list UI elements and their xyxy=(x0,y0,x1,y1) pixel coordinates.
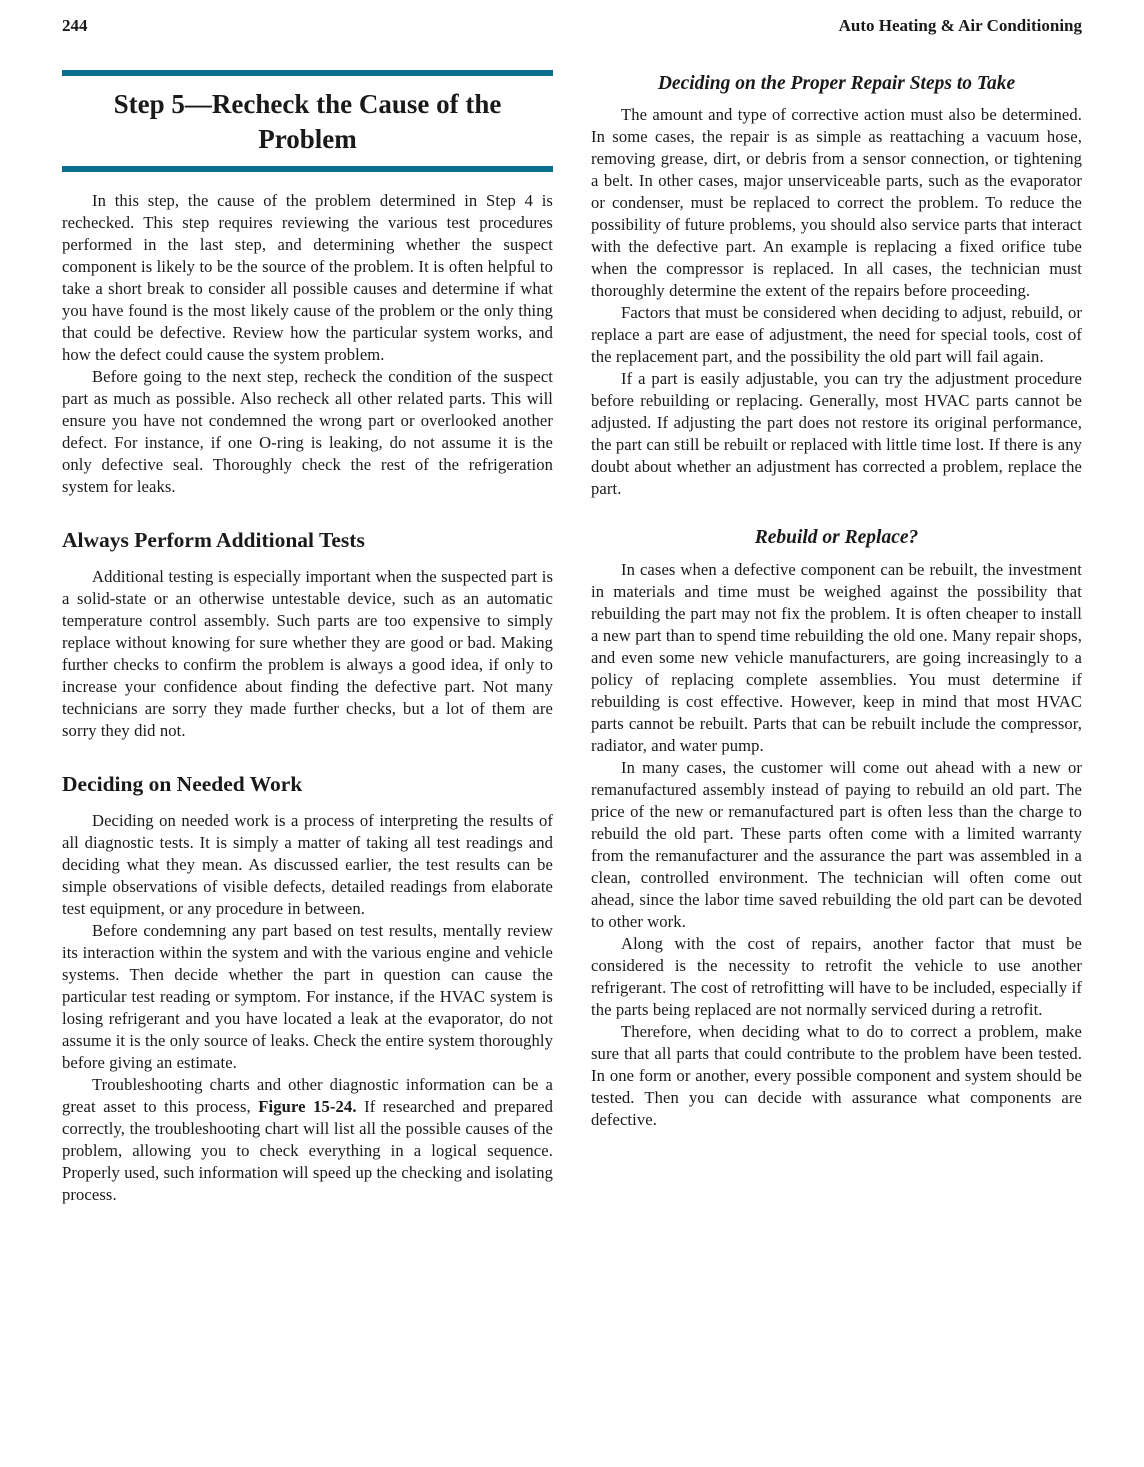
paragraph: Additional testing is especially important when the suspected part is a solid-state or an otherwise untestable device, such as an automatic temperature control assembly. Such parts are too expensive to simply replace without knowing for sure whether they are good or bad. Making further checks to confirm the problem is always a good idea, if only to increase your confidence about finding the defective part. Not many technicians are sorry they made further checks, but a lot of them are sorry they did not. xyxy=(62,566,553,740)
page-number: 244 xyxy=(62,16,88,35)
paragraph: Deciding on needed work is a process of interpreting the results of all diagnostic tests. It is simply a matter of taking all test readings and deciding what they mean. As discussed earlier, the test results can be simple observations of visible defects, detailed readings from elaborate test equipment, or any procedure in between. xyxy=(62,810,553,918)
heading-rule-bottom xyxy=(62,166,553,172)
step-heading: Step 5—Recheck the Cause of the Problem xyxy=(113,89,502,155)
sub-heading-rebuild-or-replace: Rebuild or Replace? xyxy=(754,527,919,549)
heading-rule-top xyxy=(62,70,553,76)
paragraph-text: If researched and prepared correctly, the troubleshooting chart will list all the possible causes of the problem, allowing you to check everything in a logical sequence. Properly used, such information will speed up the checking and isolating process. xyxy=(62,1096,553,1204)
paragraph: Before going to the next step, recheck the condition of the suspect part as much as possible. Also recheck all other related parts. This will ensure you have not condemned the wrong part or overlooked another defect. For instance, if one O-ring is leaking, do not assume it is the only defective seal. Thoroughly check the rest of the refrigeration system for leaks. xyxy=(62,367,553,497)
paragraph: In this step, the cause of the problem determined in Step 4 is rechecked. This step requires reviewing the various test procedures performed in the last step, and determining whether the suspect component is likely to be the source of the problem. It is often helpful to take a short break to consider all possible causes and determine if what you have found is the most likely cause of the problem or the only thing that could be defective. Review how the particular system works, and how the defect could cause the system problem. xyxy=(62,191,553,365)
paragraph: In many cases, the customer will come out ahead with a new or remanufactured assembly instead of paying to rebuild an old part. The price of the new or remanufactured part is often less than the charge to rebuild the old part. These parts often come with a limited warranty from the remanufacturer and the assurance the part was assembled in a clean, controlled environment. The technician will often come out ahead, since the labor time saved rebuilding the old part can be devoted to other work. xyxy=(591,757,1082,931)
paragraph: Before condemning any part based on test results, mentally review its interaction within the system and with the various engine and vehicle systems. Then decide whether the part in question can cause the particular test reading or symptom. For instance, if the HVAC system is losing refrigerant and you have located a leak at the evaporator, do not assume it is the only source of leaks. Check the entire system thoroughly before giving an estimate. xyxy=(62,920,553,1072)
running-title: Auto Heating & Air Conditioning xyxy=(838,16,1082,35)
paragraph: If a part is easily adjustable, you can try the adjustment procedure before rebuilding or replacing. Generally, most HVAC parts cannot be adjusted. If adjusting the part does not restore its original performance, the part can still be rebuilt or replaced with little time lost. If there is any doubt about whether an adjustment has corrected a problem, replace the part. xyxy=(591,369,1082,499)
right-column xyxy=(591,70,1082,1206)
running-header xyxy=(62,12,1082,36)
sub-heading-additional-tests: Always Perform Additional Tests xyxy=(62,528,365,553)
paragraph: Factors that must be considered when deciding to adjust, rebuild, or replace a part are ease of adjustment, the need for special tools, cost of the replacement part, and the possibility the old part will fail again. xyxy=(591,303,1082,367)
figure-reference: Figure 15-24. xyxy=(258,1096,357,1116)
paragraph: The amount and type of corrective action must also be determined. In some cases, the repair is as simple as reattaching a vacuum hose, removing grease, dirt, or debris from a sensor connection, or tightening a belt. In other cases, major unserviceable parts, such as the evaporator or condenser, must be replaced to correct the problem. To reduce the possibility of future problems, you should also service parts that interact with the defective part. An example is replacing a fixed orifice tube when the compressor is replaced. In all cases, the technician must thoroughly determine the extent of the repairs before proceeding. xyxy=(591,105,1082,301)
paragraph: Along with the cost of repairs, another factor that must be considered is the necessity to retrofit the vehicle to use another refrigerant. The cost of retrofitting will have to be included, especially if the parts being replaced are not normally serviced during a retrofit. xyxy=(591,933,1082,1019)
two-column-body xyxy=(62,70,1082,1206)
left-column xyxy=(62,70,553,1206)
sub-heading-repair-steps: Deciding on the Proper Repair Steps to Take xyxy=(657,73,1016,94)
sub-heading-needed-work: Deciding on Needed Work xyxy=(62,771,303,796)
paragraph: Therefore, when deciding what to do to correct a problem, make sure that all parts that could contribute to the problem have been tested. In one form or another, every possible component and system should be tested. Then you can decide with assurance what components are defective. xyxy=(591,1021,1082,1129)
paragraph-text: Troubleshooting charts and other diagnostic information can be a great asset to this process, xyxy=(62,1074,553,1116)
paragraph-with-figure-ref xyxy=(62,1074,553,1206)
paragraph: In cases when a defective component can be rebuilt, the investment in materials and time must be weighed against the possibility that rebuilding the part may not fix the problem. It is often cheaper to install a new part than to spend time rebuilding the old one. Many repair shops, and even some new vehicle manufacturers, are going increasingly to a policy of replacing complete assemblies. You must determine if rebuilding is cost effective. However, keep in mind that most HVAC parts cannot be rebuilt. Parts that can be rebuilt include the compressor, radiator, and water pump. xyxy=(591,559,1082,755)
